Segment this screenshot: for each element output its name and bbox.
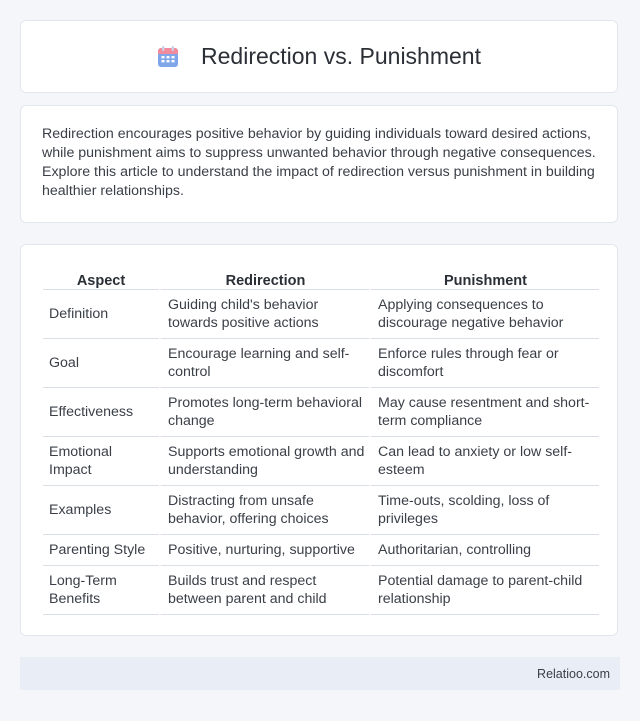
table-row: [43, 437, 599, 486]
table-row: [43, 535, 599, 566]
cell-redirection: Builds trust and respect between parent and child: [159, 566, 369, 615]
table-row: [43, 339, 599, 388]
page-title: Redirection vs. Punishment: [201, 43, 481, 69]
cell-punishment: Potential damage to parent-child relationship: [369, 566, 599, 615]
intro-card: [20, 105, 618, 223]
calendar-icon: [157, 46, 179, 68]
cell-punishment: Authoritarian, controlling: [369, 535, 599, 566]
footer: [20, 657, 620, 690]
cell-aspect: Goal: [43, 339, 159, 388]
header-punishment: Punishment: [369, 265, 599, 290]
cell-redirection: Supports emotional growth and understanding: [159, 437, 369, 486]
comparison-table: [43, 265, 599, 615]
cell-redirection: Guiding child's behavior towards positive actions: [159, 290, 369, 339]
cell-aspect: Long-Term Benefits: [43, 566, 159, 615]
footer-site-link[interactable]: Relatioo.com: [537, 666, 610, 681]
cell-aspect: Examples: [43, 486, 159, 535]
table-card: [20, 244, 618, 636]
cell-punishment: Applying consequences to discourage negative behavior: [369, 290, 599, 339]
cell-punishment: Time-outs, scolding, loss of privileges: [369, 486, 599, 535]
header: [157, 43, 481, 70]
cell-redirection: Distracting from unsafe behavior, offering choices: [159, 486, 369, 535]
table-row: [43, 290, 599, 339]
cell-aspect: Definition: [43, 290, 159, 339]
intro-text: Redirection encourages positive behavior by guiding individuals toward desired actions, while punishment aims to suppress unwanted behavior through negative consequences. Explore this article to understand the impact of redirection versus punishment in building healthier relationships.: [42, 126, 596, 199]
header-aspect: Aspect: [43, 265, 159, 290]
table-header-row: [43, 265, 599, 290]
cell-punishment: Enforce rules through fear or discomfort: [369, 339, 599, 388]
cell-aspect: Parenting Style: [43, 535, 159, 566]
cell-punishment: Can lead to anxiety or low self-esteem: [369, 437, 599, 486]
cell-redirection: Positive, nurturing, supportive: [159, 535, 369, 566]
cell-aspect: Emotional Impact: [43, 437, 159, 486]
table-row: [43, 486, 599, 535]
header-card: [20, 20, 618, 93]
cell-aspect: Effectiveness: [43, 388, 159, 437]
table-row: [43, 566, 599, 615]
table-row: [43, 388, 599, 437]
cell-punishment: May cause resentment and short-term compliance: [369, 388, 599, 437]
cell-redirection: Encourage learning and self-control: [159, 339, 369, 388]
cell-redirection: Promotes long-term behavioral change: [159, 388, 369, 437]
header-redirection: Redirection: [159, 265, 369, 290]
